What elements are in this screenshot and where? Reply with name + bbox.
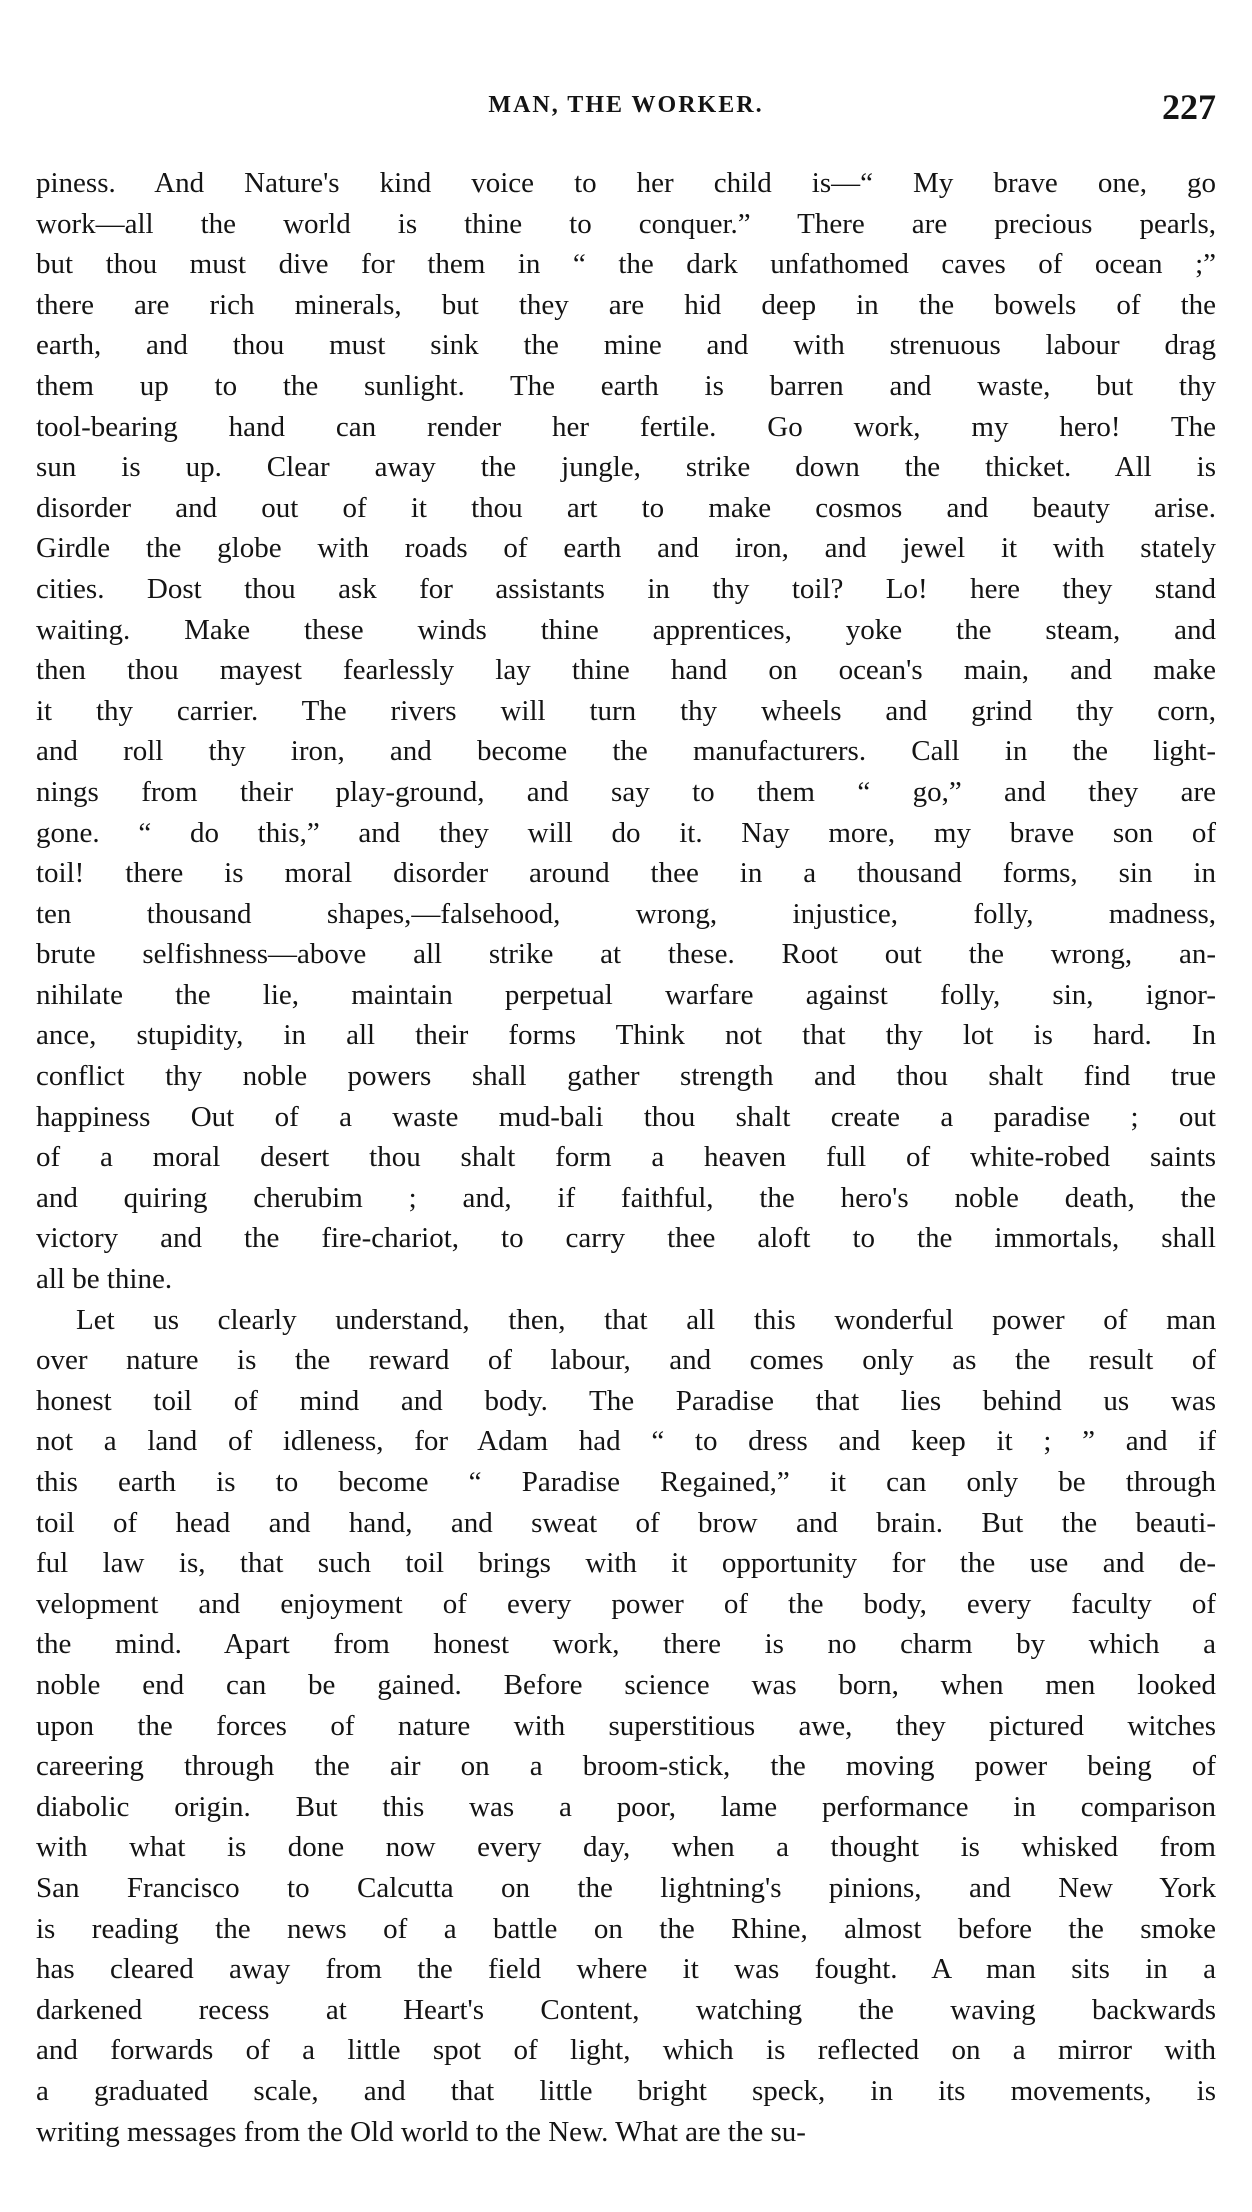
text-line: writing messages from the Old world to the New. What are the su- [36, 2115, 806, 2148]
text-line: of a moral desert thou shalt form a heaven full of white-robed saints [36, 1141, 1216, 1174]
text-line: then thou mayest fearlessly lay thine hand on ocean's main, and make [36, 654, 1216, 687]
text-line: but thou must dive for them in “ the dark unfathomed caves of ocean ;” [36, 248, 1216, 281]
text-line: not a land of idleness, for Adam had “ to dress and keep it ; ” and if [36, 1425, 1216, 1458]
text-line: noble end can be gained. Before science was born, when men looked [36, 1668, 1216, 1701]
text-line: over nature is the reward of labour, and comes only as the result of [36, 1344, 1216, 1377]
text-line: honest toil of mind and body. The Paradise that lies behind us was [36, 1384, 1216, 1417]
text-line: happiness Out of a waste mud-bali thou shalt create a paradise ; out [36, 1100, 1216, 1133]
text-line: toil! there is moral disorder around thee in a thousand forms, sin in [36, 857, 1216, 890]
text-line: this earth is to become “ Paradise Regained,” it can only be through [36, 1466, 1216, 1498]
text-line: a graduated scale, and that little bright speck, in its movements, is [36, 2074, 1216, 2107]
text-line: there are rich minerals, but they are hid deep in the bowels of the [36, 288, 1216, 321]
text-line: work—all the world is thine to conquer.” There are precious pearls, [36, 207, 1216, 240]
page-header [36, 87, 1216, 132]
text-line: is reading the news of a battle on the Rhine, almost before the smoke [36, 1912, 1216, 1945]
text-line: all be thine. [36, 1263, 173, 1296]
text-line: cities. Dost thou ask for assistants in thy toil? Lo! here they stand [36, 572, 1216, 605]
text-line: brute selfishness—above all strike at these. Root out the wrong, an- [36, 938, 1216, 971]
text-line: victory and the fire-chariot, to carry thee aloft to the immortals, shall [36, 1222, 1216, 1255]
text-line: and quiring cherubim ; and, if faithful, the hero's noble death, the [36, 1181, 1216, 1214]
text-line: toil of head and hand, and sweat of brow and brain. But the beauti- [36, 1506, 1216, 1539]
text-line: Let us clearly understand, then, that all this wonderful power of man [76, 1303, 1216, 1336]
text-line: disorder and out of it thou art to make cosmos and beauty arise. [36, 491, 1216, 524]
paragraph [36, 1300, 1216, 2152]
text-line: it thy carrier. The rivers will turn thy wheels and grind thy corn, [36, 694, 1216, 727]
text-line: upon the forces of nature with superstitious awe, they pictured witches [36, 1709, 1216, 1742]
text-line: conflict thy noble powers shall gather strength and thou shalt find true [36, 1060, 1216, 1093]
text-line: piness. And Nature's kind voice to her child is—“ My brave one, go [36, 167, 1216, 199]
page-number: 227 [1162, 87, 1216, 127]
text-line: nings from their play-ground, and say to them “ go,” and they are [36, 775, 1216, 808]
text-line: gone. “ do this,” and they will do it. Nay more, my brave son of [36, 816, 1216, 849]
text-line: sun is up. Clear away the jungle, strike down the thicket. All is [36, 451, 1216, 484]
text-line: darkened recess at Heart's Content, watching the waving backwards [36, 1993, 1216, 2026]
running-head: MAN, THE WORKER. [488, 92, 764, 118]
text-line: and roll thy iron, and become the manufacturers. Call in the light- [36, 735, 1216, 768]
text-line: with what is done now every day, when a thought is whisked from [36, 1831, 1216, 1864]
text-line: Girdle the globe with roads of earth and iron, and jewel it with stately [36, 532, 1216, 565]
text-line: and forwards of a little spot of light, which is reflected on a mirror with [36, 2034, 1216, 2067]
paragraph [36, 163, 1216, 1300]
text-line: has cleared away from the field where it was fought. A man sits in a [36, 1953, 1216, 1986]
text-line: ten thousand shapes,—falsehood, wrong, injustice, folly, madness, [36, 897, 1216, 930]
text-line: nihilate the lie, maintain perpetual warfare against folly, sin, ignor- [36, 978, 1216, 1011]
text-line: them up to the sunlight. The earth is barren and waste, but thy [36, 369, 1216, 402]
text-line: diabolic origin. But this was a poor, lame performance in comparison [36, 1790, 1216, 1823]
text-line: careering through the air on a broom-stick, the moving power being of [36, 1750, 1216, 1783]
body-text [36, 163, 1216, 2152]
text-line: the mind. Apart from honest work, there is no charm by which a [36, 1628, 1216, 1661]
text-line: ful law is, that such toil brings with it opportunity for the use and de- [36, 1547, 1216, 1580]
text-line: San Francisco to Calcutta on the lightning's pinions, and New York [36, 1871, 1216, 1904]
text-line: earth, and thou must sink the mine and with strenuous labour drag [36, 329, 1216, 362]
text-line: waiting. Make these winds thine apprentices, yoke the steam, and [36, 613, 1216, 646]
text-line: velopment and enjoyment of every power of the body, every faculty of [36, 1587, 1216, 1620]
text-line: ance, stupidity, in all their forms Think not that thy lot is hard. In [36, 1019, 1216, 1052]
text-line: tool-bearing hand can render her fertile. Go work, my hero! The [36, 410, 1216, 443]
